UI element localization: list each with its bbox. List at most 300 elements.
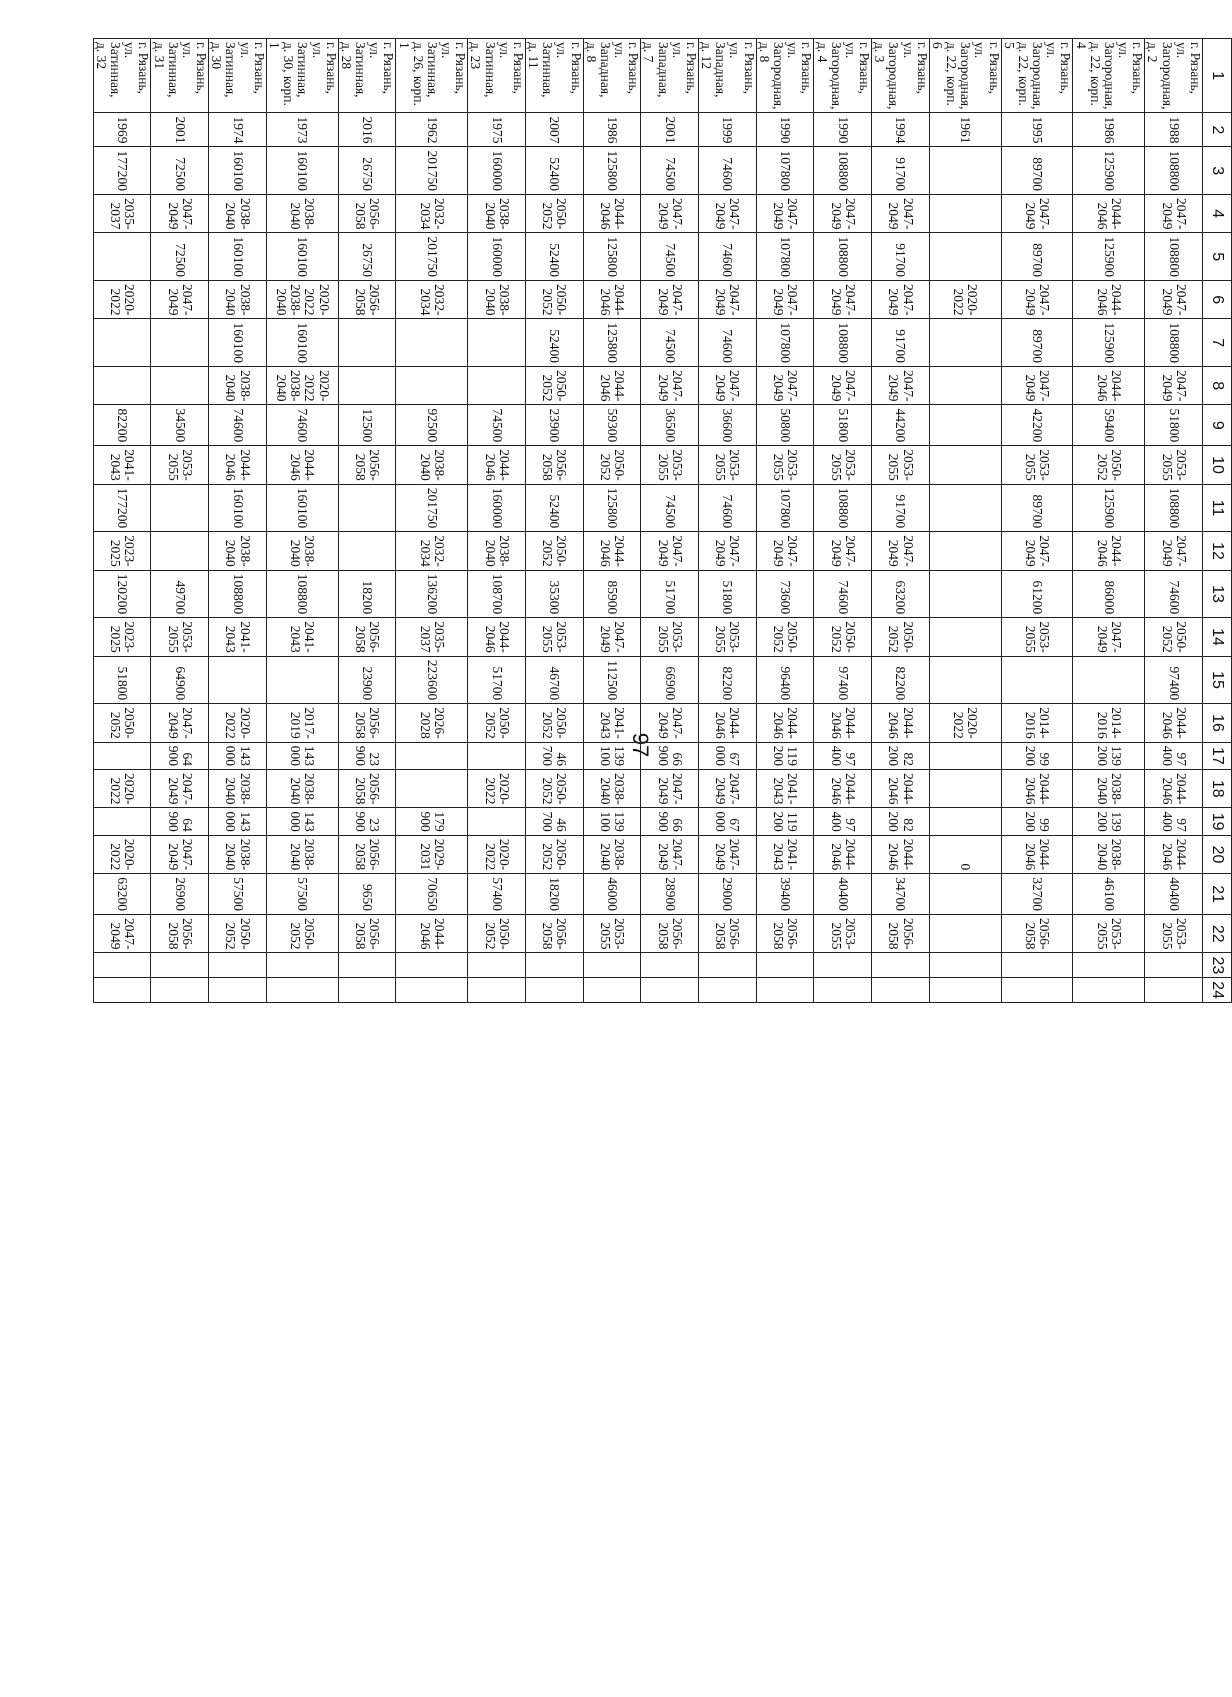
address-cell: г. Рязань, ул. Загородная, д. 22, корп. 4 xyxy=(1073,39,1145,113)
table-row xyxy=(151,39,209,1003)
table-cell: 2056- 2058 xyxy=(338,446,396,485)
table-cell xyxy=(93,742,151,769)
table-cell: 2044- 2046 xyxy=(1001,835,1073,874)
table-cell xyxy=(338,953,396,978)
table-cell: 2032- 2034 xyxy=(396,532,468,571)
table-cell: 42200 xyxy=(1001,405,1073,446)
table-cell: 2056- 2058 xyxy=(525,914,583,953)
column-number: 20 xyxy=(1203,835,1232,874)
table-cell xyxy=(266,953,338,978)
table-cell: 2038- 2040 xyxy=(209,769,267,808)
table-cell: 2038- 2040 xyxy=(583,835,641,874)
table-cell xyxy=(929,914,1001,953)
table-cell: 74500 xyxy=(641,147,699,195)
table-cell: 2047- 2049 xyxy=(698,835,756,874)
table-cell xyxy=(1001,953,1073,978)
table-cell: 28900 xyxy=(641,874,699,915)
table-cell: 2050- 2052 xyxy=(468,704,526,743)
table-cell: 26900 xyxy=(151,874,209,915)
table-cell: 2050- 2052 xyxy=(525,366,583,405)
address-cell: г. Рязань, ул. Затинная, д. 32 xyxy=(93,39,151,113)
column-number: 12 xyxy=(1203,532,1232,571)
table-cell: 112500 xyxy=(583,656,641,704)
table-cell: 91700 xyxy=(872,484,930,532)
table-cell: 29000 xyxy=(698,874,756,915)
table-cell: 2047- 2049 xyxy=(872,532,930,571)
table-cell: 2044- 2046 xyxy=(583,194,641,233)
table-cell xyxy=(756,978,814,1003)
page-number: 97 xyxy=(628,732,653,758)
table-cell: 51800 xyxy=(1145,405,1203,446)
table-cell: 2044- 2046 xyxy=(1073,280,1145,319)
table-cell: 89700 xyxy=(1001,233,1073,281)
table-cell: 40400 xyxy=(814,874,872,915)
column-number: 13 xyxy=(1203,570,1232,618)
year-cell: 2016 xyxy=(338,113,396,147)
table-cell xyxy=(1145,953,1203,978)
table-cell: 9650 xyxy=(338,874,396,915)
table-cell xyxy=(929,808,1001,835)
table-cell: 2047- 2049 xyxy=(1145,532,1203,571)
table-cell xyxy=(1145,978,1203,1003)
table-cell xyxy=(525,953,583,978)
table-cell: 2044- 2046 xyxy=(1073,532,1145,571)
table-cell: 2038- 2040 xyxy=(1073,835,1145,874)
table-cell: 2047- 2049 xyxy=(641,704,699,743)
table-cell: 2044- 2046 xyxy=(1073,194,1145,233)
table-cell: 160100 xyxy=(266,319,338,367)
table-cell: 57500 xyxy=(266,874,338,915)
year-cell: 1969 xyxy=(93,113,151,147)
table-cell: 51700 xyxy=(641,570,699,618)
table-cell: 2023- 2025 xyxy=(93,532,151,571)
table-cell: 34500 xyxy=(151,405,209,446)
table-cell: 2050- 2052 xyxy=(525,532,583,571)
table-cell: 92500 xyxy=(396,405,468,446)
table-cell xyxy=(93,953,151,978)
table-cell: 2050- 2052 xyxy=(525,704,583,743)
table-cell: 82200 xyxy=(872,656,930,704)
table-cell: 2038- 2040 xyxy=(209,194,267,233)
column-number: 14 xyxy=(1203,618,1232,657)
table-cell: 2044- 2046 xyxy=(814,704,872,743)
header-row xyxy=(1203,39,1232,1003)
table-cell: 2041- 2043 xyxy=(756,769,814,808)
address-cell: г. Рязань, ул. Западная, д. 7 xyxy=(641,39,699,113)
table-cell: 2038- 2040 xyxy=(396,446,468,485)
table-cell xyxy=(929,874,1001,915)
table-cell: 2047- 2049 xyxy=(151,194,209,233)
table-cell xyxy=(1001,978,1073,1003)
year-cell: 1999 xyxy=(698,113,756,147)
table-cell: 201750 xyxy=(396,147,468,195)
table-cell: 2047- 2049 xyxy=(872,194,930,233)
table-cell: 108800 xyxy=(814,484,872,532)
table-cell: 23900 xyxy=(525,405,583,446)
table-cell: 2020- 2022 xyxy=(468,769,526,808)
table-cell: 51800 xyxy=(93,656,151,704)
table-cell: 2032- 2034 xyxy=(396,280,468,319)
table-cell: 2038- 2040 xyxy=(209,366,267,405)
year-cell: 1995 xyxy=(1001,113,1073,147)
table-cell: 125800 xyxy=(583,233,641,281)
table-cell: 2050- 2052 xyxy=(525,280,583,319)
table-cell: 2041- 2043 xyxy=(583,704,641,743)
table-cell xyxy=(93,978,151,1003)
table-cell xyxy=(468,319,526,367)
table-cell: 57500 xyxy=(209,874,267,915)
table-cell: 2044- 2046 xyxy=(583,366,641,405)
table-cell: 2047- 2049 xyxy=(698,194,756,233)
table-cell: 34700 xyxy=(872,874,930,915)
table-cell: 143 000 xyxy=(266,808,338,835)
table-cell: 125800 xyxy=(583,319,641,367)
table-cell: 2047- 2049 xyxy=(151,835,209,874)
table-cell xyxy=(929,319,1001,367)
table-cell: 2044- 2046 xyxy=(872,835,930,874)
table-cell: 2035- 2037 xyxy=(396,618,468,657)
table-cell: 125900 xyxy=(1073,147,1145,195)
table-cell: 72500 xyxy=(151,233,209,281)
table-cell xyxy=(929,742,1001,769)
address-cell: г. Рязань, ул. Затинная, д. 23 xyxy=(468,39,526,113)
column-number: 7 xyxy=(1203,319,1232,367)
table-row xyxy=(1073,39,1145,1003)
table-cell: 2044- 2046 xyxy=(814,769,872,808)
table-cell: 2023- 2025 xyxy=(93,618,151,657)
table-cell: 66900 xyxy=(641,656,699,704)
table-row xyxy=(1145,39,1203,1003)
column-number: 24 xyxy=(1203,978,1232,1003)
table-cell: 2050- 2052 xyxy=(266,914,338,953)
table-cell: 2050- 2052 xyxy=(468,914,526,953)
table-cell: 139 100 xyxy=(583,808,641,835)
table-cell xyxy=(151,978,209,1003)
table-cell: 2053- 2055 xyxy=(1001,446,1073,485)
table-cell: 177200 xyxy=(93,484,151,532)
table-cell xyxy=(929,978,1001,1003)
table-row xyxy=(756,39,814,1003)
table-cell: 51800 xyxy=(814,405,872,446)
table-cell: 86000 xyxy=(1073,570,1145,618)
table-cell: 91700 xyxy=(872,147,930,195)
table-cell: 89700 xyxy=(1001,319,1073,367)
table-cell: 2047- 2049 xyxy=(1145,194,1203,233)
table-cell: 2053- 2055 xyxy=(872,446,930,485)
table-cell: 64 900 xyxy=(151,808,209,835)
table-cell: 26750 xyxy=(338,147,396,195)
table-cell: 108800 xyxy=(814,233,872,281)
table-cell: 2038- 2040 xyxy=(1073,769,1145,808)
table-cell: 2017- 2019 xyxy=(266,704,338,743)
table-cell: 64 900 xyxy=(151,742,209,769)
table-cell: 2020- 2022 xyxy=(929,280,1001,319)
table-cell: 2053- 2055 xyxy=(756,446,814,485)
table-cell: 160000 xyxy=(468,147,526,195)
table-cell: 59300 xyxy=(583,405,641,446)
table-cell: 2044- 2046 xyxy=(1145,704,1203,743)
table-cell: 23900 xyxy=(338,656,396,704)
address-cell: г. Рязань, ул. Затинная, д. 28 xyxy=(338,39,396,113)
column-number: 4 xyxy=(1203,194,1232,233)
table-cell: 74500 xyxy=(468,405,526,446)
address-cell: г. Рязань, ул. Затинная, д. 11 xyxy=(525,39,583,113)
table-cell: 160100 xyxy=(266,233,338,281)
table-cell: 2053- 2055 xyxy=(698,446,756,485)
table-cell: 2014- 2016 xyxy=(1001,704,1073,743)
table-cell: 18200 xyxy=(525,874,583,915)
table-cell xyxy=(338,366,396,405)
table-cell: 2050- 2052 xyxy=(525,835,583,874)
table-cell xyxy=(266,978,338,1003)
table-cell xyxy=(151,366,209,405)
table-cell: 26750 xyxy=(338,233,396,281)
table-cell: 2047- 2049 xyxy=(756,532,814,571)
table-cell: 2050- 2052 xyxy=(525,769,583,808)
table-cell: 97 400 xyxy=(814,742,872,769)
table-cell xyxy=(641,978,699,1003)
table-cell: 97 400 xyxy=(1145,742,1203,769)
table-cell: 2038- 2040 xyxy=(468,194,526,233)
table-cell: 2050- 2052 xyxy=(814,618,872,657)
year-cell: 1975 xyxy=(468,113,526,147)
table-cell: 2047- 2049 xyxy=(756,194,814,233)
column-number: 21 xyxy=(1203,874,1232,915)
table-cell: 2056- 2058 xyxy=(756,914,814,953)
table-cell xyxy=(396,319,468,367)
address-cell: г. Рязань, ул. Западная, д. 12 xyxy=(698,39,756,113)
table-cell: 2050- 2052 xyxy=(756,618,814,657)
table-cell: 2053- 2055 xyxy=(1001,618,1073,657)
column-number: 11 xyxy=(1203,484,1232,532)
table-cell: 108700 xyxy=(468,570,526,618)
table-cell xyxy=(151,953,209,978)
table-row xyxy=(525,39,583,1003)
table-cell: 74500 xyxy=(641,233,699,281)
table-cell: 139 200 xyxy=(1073,742,1145,769)
table-cell: 107800 xyxy=(756,484,814,532)
table-cell: 2044- 2046 xyxy=(1145,835,1203,874)
table-cell: 97 400 xyxy=(814,808,872,835)
table-row xyxy=(872,39,930,1003)
table-cell xyxy=(698,953,756,978)
table-cell: 108800 xyxy=(209,570,267,618)
table-cell: 201750 xyxy=(396,233,468,281)
table-cell: 108800 xyxy=(1145,147,1203,195)
table-cell: 74500 xyxy=(641,484,699,532)
table-cell: 52400 xyxy=(525,484,583,532)
table-cell xyxy=(468,808,526,835)
table-cell: 2020- 2022 xyxy=(93,769,151,808)
repair-schedule-table xyxy=(93,38,1232,1003)
table-cell: 2029- 2031 xyxy=(396,835,468,874)
table-cell: 201750 xyxy=(396,484,468,532)
table-cell: 143 000 xyxy=(209,742,267,769)
table-cell: 2038- 2040 xyxy=(209,280,267,319)
table-row xyxy=(641,39,699,1003)
table-cell: 160100 xyxy=(209,233,267,281)
column-number: 1 xyxy=(1203,39,1232,113)
table-cell xyxy=(929,953,1001,978)
table-cell: 50800 xyxy=(756,405,814,446)
table-cell: 89700 xyxy=(1001,147,1073,195)
table-cell: 2056- 2058 xyxy=(151,914,209,953)
column-number: 22 xyxy=(1203,914,1232,953)
table-cell: 2044- 2046 xyxy=(468,618,526,657)
table-cell: 108800 xyxy=(1145,484,1203,532)
table-cell: 2056- 2058 xyxy=(872,914,930,953)
table-cell xyxy=(151,532,209,571)
table-cell: 97400 xyxy=(1145,656,1203,704)
table-cell: 2020- 2022 xyxy=(209,704,267,743)
year-cell: 1962 xyxy=(396,113,468,147)
table-cell: 2050- 2052 xyxy=(1073,446,1145,485)
table-cell: 51800 xyxy=(698,570,756,618)
table-cell: 52400 xyxy=(525,147,583,195)
table-row xyxy=(93,39,151,1003)
address-cell: г. Рязань, ул. Затинная, д. 26, корп. 1 xyxy=(396,39,468,113)
table-cell xyxy=(338,532,396,571)
table-cell: 2053- 2055 xyxy=(814,914,872,953)
table-cell xyxy=(396,978,468,1003)
table-cell: 2053- 2055 xyxy=(1073,914,1145,953)
table-cell xyxy=(929,570,1001,618)
table-cell: 179 900 xyxy=(396,808,468,835)
table-cell xyxy=(814,953,872,978)
table-cell: 82 200 xyxy=(872,742,930,769)
table-cell: 2056- 2058 xyxy=(338,280,396,319)
table-cell: 2047- 2049 xyxy=(872,366,930,405)
table-cell: 160100 xyxy=(266,484,338,532)
table-cell: 2047- 2049 xyxy=(151,704,209,743)
table-cell: 2056- 2058 xyxy=(698,914,756,953)
table-cell: 72500 xyxy=(151,147,209,195)
table-cell: 2053- 2055 xyxy=(583,914,641,953)
table-cell: 107800 xyxy=(756,147,814,195)
table-cell: 73600 xyxy=(756,570,814,618)
table-cell: 74600 xyxy=(266,405,338,446)
table-cell: 99 200 xyxy=(1001,742,1073,769)
table-cell: 139 100 xyxy=(583,742,641,769)
table-cell xyxy=(396,366,468,405)
table-cell: 2041- 2043 xyxy=(93,446,151,485)
table-cell: 108800 xyxy=(266,570,338,618)
table-cell xyxy=(151,319,209,367)
table-cell xyxy=(338,484,396,532)
table-cell: 2050- 2052 xyxy=(525,194,583,233)
table-row xyxy=(396,39,468,1003)
table-cell: 2053- 2055 xyxy=(1145,446,1203,485)
table-cell xyxy=(929,769,1001,808)
address-cell: г. Рязань, ул. Загородная, д. 8 xyxy=(756,39,814,113)
table-cell: 2047- 2049 xyxy=(583,618,641,657)
table-cell: 46 700 xyxy=(525,742,583,769)
column-number: 6 xyxy=(1203,280,1232,319)
table-cell: 2044- 2046 xyxy=(396,914,468,953)
table-cell: 2047- 2049 xyxy=(814,532,872,571)
table-cell: 136200 xyxy=(396,570,468,618)
table-cell: 2047- 2049 xyxy=(1073,618,1145,657)
table-cell: 120200 xyxy=(93,570,151,618)
table-cell: 119 200 xyxy=(756,742,814,769)
table-cell: 2047- 2049 xyxy=(1001,366,1073,405)
table-cell xyxy=(266,656,338,704)
table-cell: 46100 xyxy=(1073,874,1145,915)
table-cell: 99 200 xyxy=(1001,808,1073,835)
table-cell: 2020- 2022 xyxy=(93,835,151,874)
table-cell: 108800 xyxy=(814,147,872,195)
table-cell: 2053- 2055 xyxy=(641,446,699,485)
table-cell: 2044- 2046 xyxy=(209,446,267,485)
table-cell: 223600 xyxy=(396,656,468,704)
table-cell: 64900 xyxy=(151,656,209,704)
address-cell: г. Рязань, ул. Затинная, д. 31 xyxy=(151,39,209,113)
table-cell xyxy=(929,618,1001,657)
table-cell: 2047- 2049 xyxy=(93,914,151,953)
table-cell: 46700 xyxy=(525,656,583,704)
table-cell xyxy=(929,532,1001,571)
column-number: 2 xyxy=(1203,113,1232,147)
year-cell: 1986 xyxy=(583,113,641,147)
table-cell xyxy=(929,656,1001,704)
table-cell: 51700 xyxy=(468,656,526,704)
table-cell: 2047- 2049 xyxy=(1001,532,1073,571)
year-cell: 1973 xyxy=(266,113,338,147)
table-cell xyxy=(641,953,699,978)
table-cell: 119 200 xyxy=(756,808,814,835)
table-cell: 57400 xyxy=(468,874,526,915)
column-number: 18 xyxy=(1203,769,1232,808)
table-cell: 2047- 2049 xyxy=(641,366,699,405)
table-cell xyxy=(1073,978,1145,1003)
table-cell xyxy=(583,978,641,1003)
year-cell: 2001 xyxy=(151,113,209,147)
year-cell: 1988 xyxy=(1145,113,1203,147)
table-cell: 2038- 2040 xyxy=(266,835,338,874)
address-cell: г. Рязань, ул. Затинная, д. 30 xyxy=(209,39,267,113)
address-cell: г. Рязань, ул. Загородная, д. 3 xyxy=(872,39,930,113)
table-cell: 2014- 2016 xyxy=(1073,704,1145,743)
table-cell: 63200 xyxy=(93,874,151,915)
table-row xyxy=(468,39,526,1003)
table-cell: 2047- 2049 xyxy=(641,835,699,874)
table-cell: 2053- 2055 xyxy=(525,618,583,657)
table-row xyxy=(698,39,756,1003)
table-cell: 2035- 2037 xyxy=(93,194,151,233)
table-cell: 2020- 2022 xyxy=(468,835,526,874)
column-number: 10 xyxy=(1203,446,1232,485)
table-cell: 12500 xyxy=(338,405,396,446)
table-cell: 2038- 2040 xyxy=(266,532,338,571)
table-cell: 89700 xyxy=(1001,484,1073,532)
table-cell: 36500 xyxy=(641,405,699,446)
table-cell: 2038- 2040 xyxy=(468,280,526,319)
table-cell: 2050- 2052 xyxy=(209,914,267,953)
table-cell: 0 xyxy=(929,835,1001,874)
table-cell: 2056- 2058 xyxy=(641,914,699,953)
table-cell: 160100 xyxy=(209,319,267,367)
table-cell: 91700 xyxy=(872,319,930,367)
table-cell: 2053- 2055 xyxy=(151,618,209,657)
table-cell: 2047- 2049 xyxy=(1145,280,1203,319)
table-row xyxy=(929,39,1001,1003)
table-cell xyxy=(929,446,1001,485)
table-cell: 59400 xyxy=(1073,405,1145,446)
column-number: 9 xyxy=(1203,405,1232,446)
column-number: 5 xyxy=(1203,233,1232,281)
table-row xyxy=(266,39,338,1003)
table-cell: 125800 xyxy=(583,147,641,195)
